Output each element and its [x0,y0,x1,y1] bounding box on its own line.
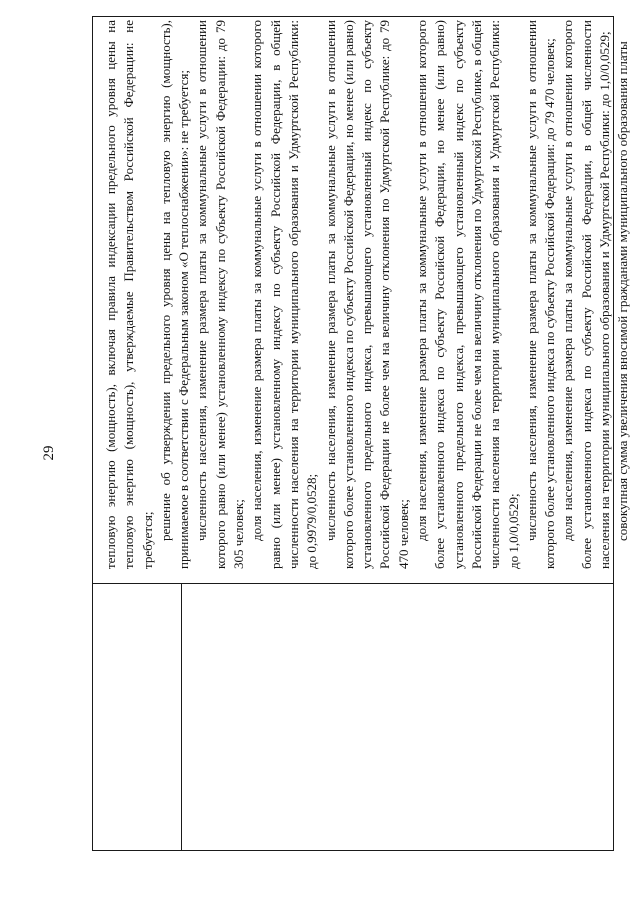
paragraph: решение об утверждении предельного уровня цены на тепловую энергию (мощность), принимаемое в соответствии с Федеральным законом «О теплоснабжении»: не требуется; [157,20,192,569]
paragraph: доля населения, изменение размера платы за коммунальные услуги в отношении которого более установленного индекса по субъекту Российской Федерации, но менее (или равно) установленного предельного индекса, превышающего установленный индекс по субъекту Российской Федерации не более чем на величину отклонения по Удмуртской Республике, в общей численности населения на территории муниципального образования и Удмуртской Республики: до 1,0/0,0529; [414,20,521,569]
paragraph: доля населения, изменение размера платы за коммунальные услуги в отношении которого более установленного индекса по субъекту Российской Федерации, в общей численности населения на территории муниципального образования и Удмуртской Республики: до 1,0/0,0529; [560,20,613,569]
paragraph: численность населения, изменение размера платы за коммунальные услуги в отношении которого более установленного индекса по субъекту Российской Федерации: до 79 470 человек; [523,20,558,569]
paragraph: численность населения, изменение размера платы за коммунальные услуги в отношении которого равно (или менее) установленному индексу по субъекту Российской Федерации: до 79 305 человек; [194,20,247,569]
paragraph: совокупная сумма увеличения вносимой гражданами муниципального образования платы [615,41,631,541]
paragraph: тепловую энергию (мощность), включая правила индексации предельного уровня цены на тепловую энергию (мощность), утверждаемые Правительством Российской Федерации: не требуется; [103,20,155,569]
table-row-divider [181,583,182,850]
page-number: 29 [41,445,57,461]
table-text-cell [102,20,631,569]
paragraph: доля населения, изменение размера платы за коммунальные услуги в отношении которого равно (или менее) установленному индексу по субъекту Российской Федерации, в общей численности населения на территории муниципального образования и Удмуртской Республики: до 0,9979/0,0528; [249,20,320,569]
paragraph: численность населения, изменение размера платы за коммунальные услуги в отношении которого более установленного индекса по субъекту Российской Федерации, но менее (или равно) установленного предельного индекса, превышающего установленный индекс по субъекту Российской Федерации не более чем на величину отклонения по Удмуртской Республике: до 79 470 человек; [322,20,411,569]
table-column-divider [93,583,613,584]
